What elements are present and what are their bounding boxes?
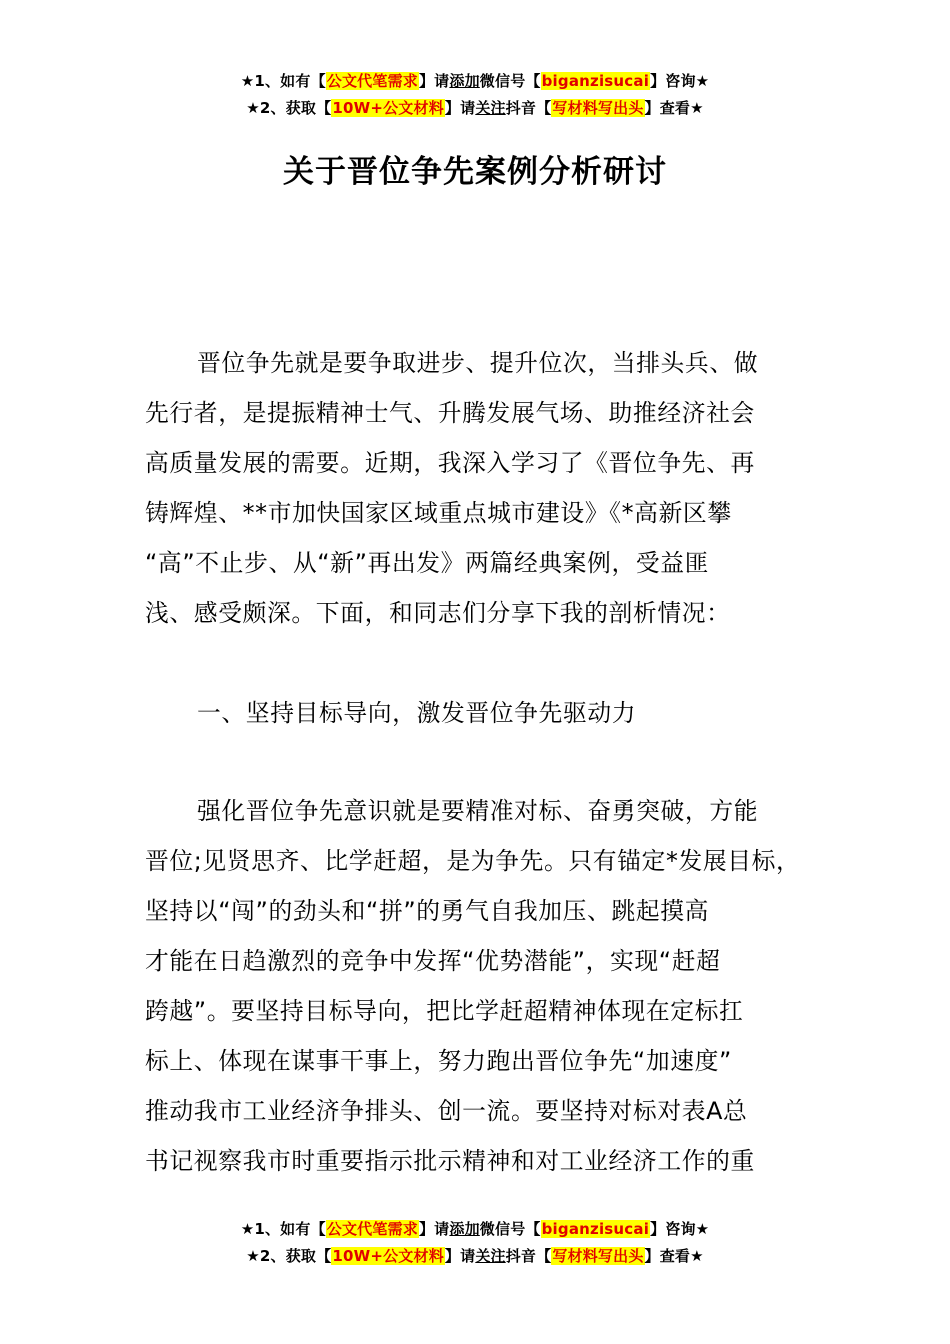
paragraph-line: 浅、感受颇深。下面，和同志们分享下我的剖析情况：	[145, 599, 731, 627]
underlined-text: 添加	[449, 1220, 480, 1238]
document-title: 关于晋位争先案例分析研讨	[283, 154, 667, 190]
banner-text: 抖音【	[505, 99, 552, 117]
banner-text: ★1、如有【	[240, 1220, 326, 1238]
banner-text: 】请	[444, 1247, 476, 1265]
banner-line-1	[0, 1216, 950, 1243]
paragraph-line: 坚持以“闯”的劲头和“拼”的勇气自我加压、跳起摸高	[145, 897, 710, 925]
banner-text: 】查看★	[644, 99, 704, 117]
paragraph-line: 标上、体现在谋事干事上，努力跑出晋位争先“加速度”	[145, 1047, 732, 1075]
paragraph-line: 才能在日趋激烈的竞争中发挥“优势潜能”，实现“赶超	[145, 947, 721, 975]
paragraph-line: 晋位;见贤思齐、比学赶超，是为争先。只有锚定*发展目标，	[145, 847, 801, 875]
underlined-text: 关注	[475, 1247, 506, 1265]
paragraph-line: 先行者，是提振精神士气、升腾发展气场、助推经济社会	[145, 399, 755, 427]
banner-text: 】请	[418, 1220, 450, 1238]
banner-text: 】请	[418, 72, 450, 90]
section-heading	[145, 688, 810, 738]
banner-text: 】咨询★	[650, 72, 710, 90]
highlight-service: 公文代笔需求	[326, 72, 418, 90]
paragraph-line: 书记视察我市时重要指示批示精神和对工业经济工作的重	[145, 1147, 755, 1175]
banner-line-2	[0, 1243, 950, 1270]
paragraph-line: 推动我市工业经济争排头、创一流。要坚持对标对表A总	[145, 1097, 748, 1125]
banner-text: 】查看★	[644, 1247, 704, 1265]
banner-text: 抖音【	[505, 1247, 552, 1265]
header-banner	[0, 68, 950, 122]
highlight-wechat-id: biganzisucai	[541, 1220, 650, 1238]
banner-line-2	[0, 95, 950, 122]
banner-text: ★2、获取【	[246, 99, 332, 117]
banner-text: 】请	[444, 99, 476, 117]
banner-text: 】咨询★	[650, 1220, 710, 1238]
underlined-text: 添加	[449, 72, 480, 90]
banner-text: 微信号【	[479, 72, 541, 90]
banner-text: 微信号【	[479, 1220, 541, 1238]
highlight-service: 公文代笔需求	[326, 1220, 418, 1238]
paragraph-line: 强化晋位争先意识就是要精准对标、奋勇突破，方能	[197, 797, 759, 825]
banner-text: ★1、如有【	[240, 72, 326, 90]
highlight-douyin-account: 写材料写出头	[552, 99, 644, 117]
paragraph-section-1	[145, 786, 810, 1186]
footer-banner	[0, 1216, 950, 1270]
highlight-douyin-account: 写材料写出头	[552, 1247, 644, 1265]
highlight-wechat-id: biganzisucai	[541, 72, 650, 90]
banner-text: ★2、获取【	[246, 1247, 332, 1265]
paragraph-line: 铸辉煌、**市加快国家区域重点城市建设》《*高新区攀	[145, 499, 732, 527]
heading-text: 一、坚持目标导向，激发晋位争先驱动力	[197, 699, 637, 727]
underlined-text: 关注	[475, 99, 506, 117]
paragraph-intro	[145, 338, 810, 638]
banner-line-1	[0, 68, 950, 95]
paragraph-line: “高”不止步、从“新”再出发》两篇经典案例，受益匪	[145, 549, 710, 577]
highlight-materials: 10W+公文材料	[332, 1247, 444, 1265]
highlight-materials: 10W+公文材料	[332, 99, 444, 117]
paragraph-line: 跨越”。要坚持目标导向，把比学赶超精神体现在定标扛	[145, 997, 744, 1025]
paragraph-line: 晋位争先就是要争取进步、提升位次，当排头兵、做	[197, 349, 759, 377]
paragraph-line: 高质量发展的需要。近期，我深入学习了《晋位争先、再	[145, 449, 755, 477]
